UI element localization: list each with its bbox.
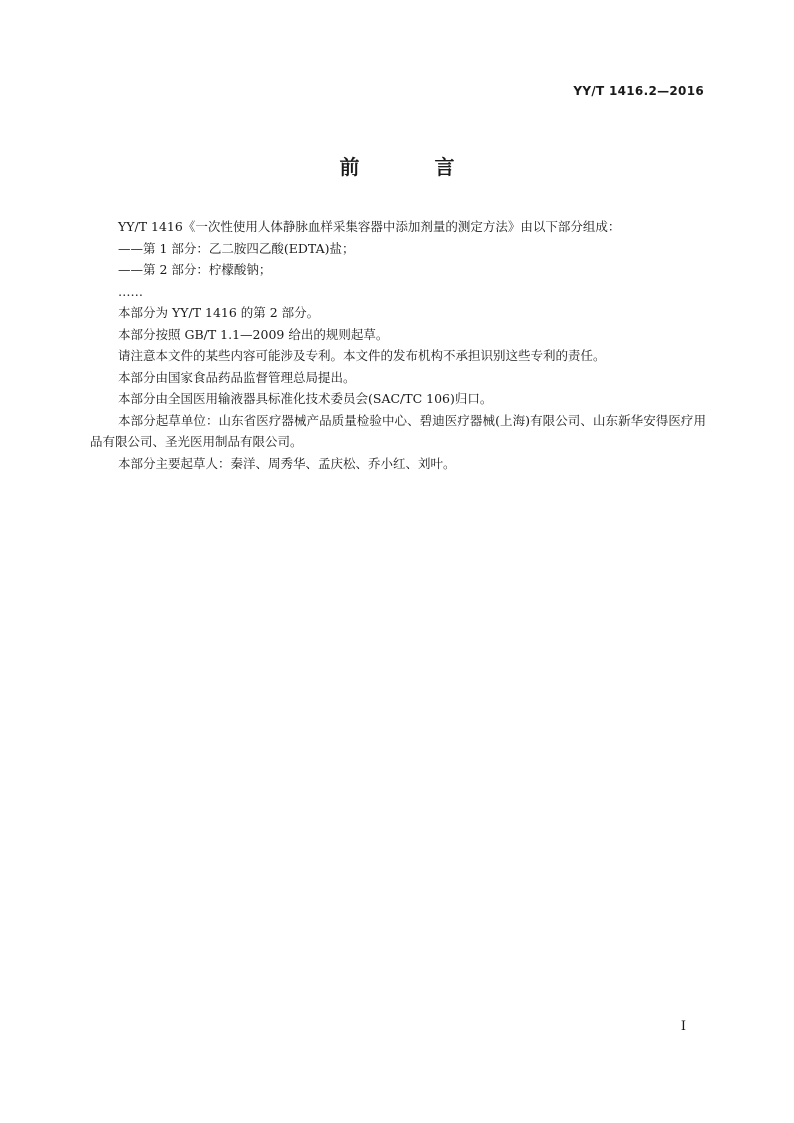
standard-code: YY/T 1416.2—2016 [573,84,704,98]
paragraph-part-2: ——第 2 部分：柠檬酸钠； [118,262,272,277]
paragraph-ellipsis: …… [118,283,143,299]
paragraph-drafters: 本部分主要起草人：秦洋、周秀华、孟庆松、乔小红、刘叶。 [118,455,456,471]
foreword-body [90,216,706,474]
paragraph-proposer: 本部分由国家食品药品监督管理总局提出。 [118,369,356,385]
paragraph-drafting-units: 本部分起草单位：山东省医疗器械产品质量检验中心、碧迪医疗器械(上海)有限公司、山东新华安得医疗用品有限公司、圣光医用制品有限公司。 [90,412,706,449]
paragraph-series-intro: YY/T 1416《一次性使用人体静脉血样采集容器中添加剂量的测定方法》由以下部分组成： [118,219,621,234]
paragraph-patent-notice: 请注意本文件的某些内容可能涉及专利。本文件的发布机构不承担识别这些专利的责任。 [118,348,606,363]
page-number: I [680,1019,686,1034]
paragraph-part-1: ——第 1 部分：乙二胺四乙酸(EDTA)盐； [118,240,355,256]
paragraph-this-part: 本部分为 YY/T 1416 的第 2 部分。 [118,305,320,320]
paragraph-drafting-rules: 本部分按照 GB/T 1.1—2009 给出的规则起草。 [118,326,389,342]
paragraph-committee: 本部分由全国医用输液器具标准化技术委员会(SAC/TC 106)归口。 [118,391,493,406]
page-title: 前 言 [339,155,489,179]
